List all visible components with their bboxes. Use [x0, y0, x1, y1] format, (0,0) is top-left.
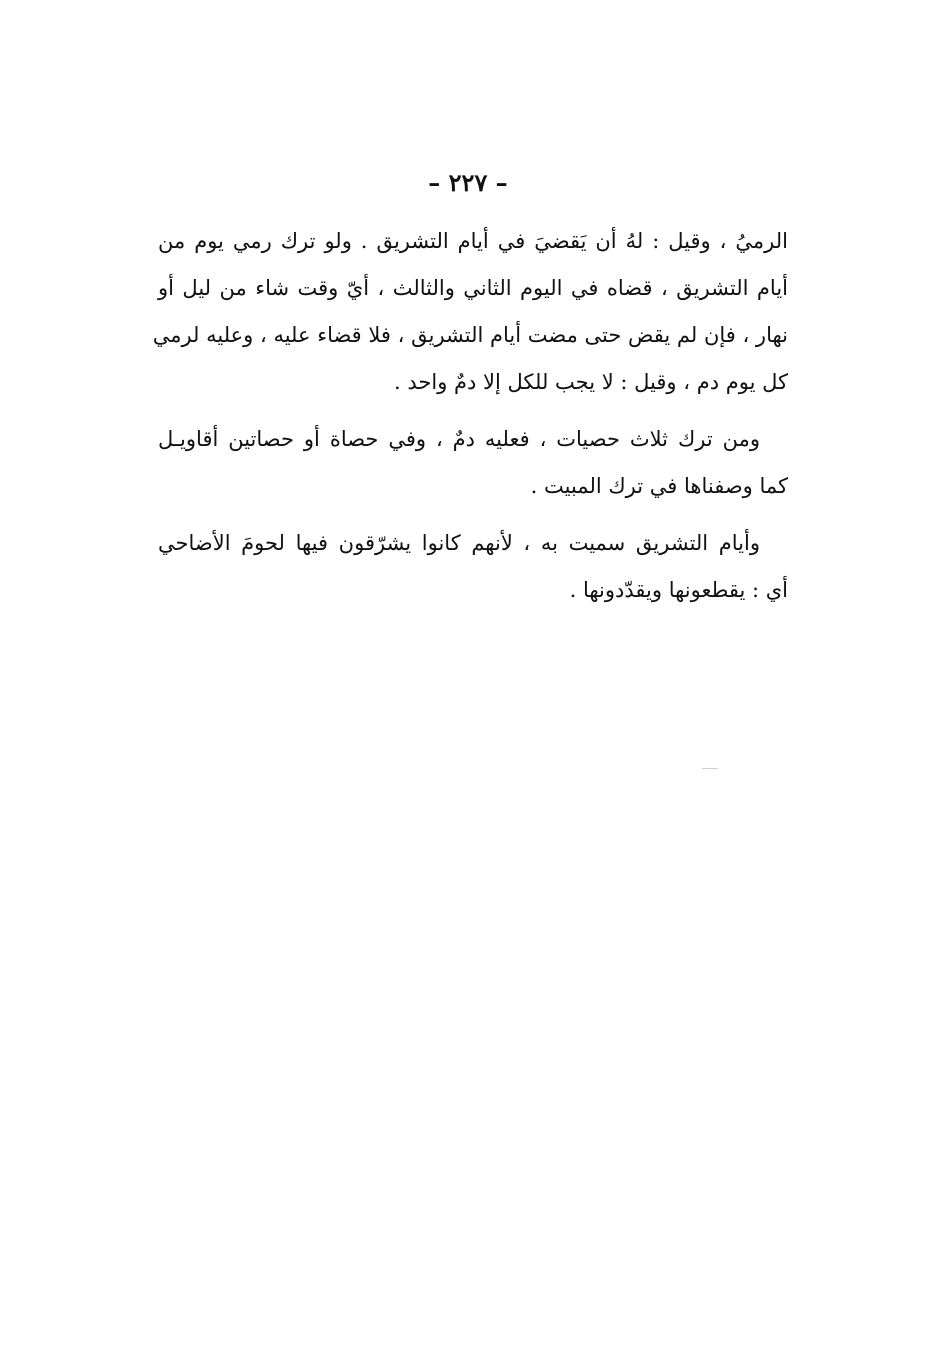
paragraph-spacer	[158, 406, 788, 416]
paragraph-1	[152, 218, 788, 406]
body-text	[152, 218, 788, 614]
text-line: الرميُ ، وقيل : لهُ أن يَقضيَ في أيام التشريق . ولو ترك رمي يوم من	[158, 229, 788, 253]
paragraph-2	[158, 416, 788, 510]
paragraph-3	[158, 520, 788, 614]
text-line: كما وصفناها في ترك المبيت .	[530, 474, 788, 498]
text-line: كل يوم دم ، وقيل : لا يجب للكل إلا دمٌ واحد .	[394, 370, 788, 394]
paragraph-spacer	[158, 510, 788, 520]
text-line: وأيام التشريق سميت به ، لأنهم كانوا يشرّقون فيها لحومَ الأضاحي	[158, 531, 760, 555]
scan-mark	[702, 768, 718, 769]
text-line: نهار ، فإن لم يقض حتى مضت أيام التشريق ، فلا قضاء عليه ، وعليه لرمي	[152, 323, 788, 347]
page-number: – ٢٢٧ –	[428, 168, 508, 197]
text-line: أيام التشريق ، قضاه في اليوم الثاني والثالث ، أيّ وقت شاء من ليل أو	[158, 276, 788, 300]
text-line: ومن ترك ثلاث حصيات ، فعليه دمٌ ، وفي حصاة أو حصاتين أقاويـل	[158, 427, 760, 451]
text-line: أي : يقطعونها ويقدّدونها .	[569, 578, 788, 602]
